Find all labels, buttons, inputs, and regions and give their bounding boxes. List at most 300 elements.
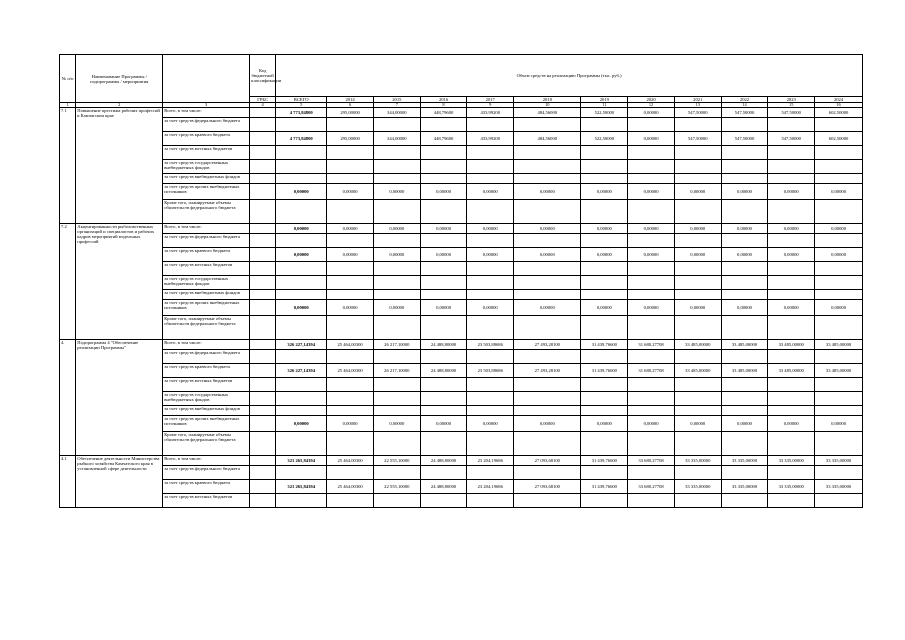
year-value-cell: 0,00000 <box>467 248 514 262</box>
table-row <box>60 146 863 160</box>
year-value-cell: 0,00000 <box>628 132 675 146</box>
year-value-cell <box>721 276 768 290</box>
funding-source: Всего, в том числе: <box>163 224 250 234</box>
grbs-cell <box>250 160 276 174</box>
funding-source: за счет средств краевого бюджета <box>163 132 250 146</box>
year-value-cell <box>768 234 815 248</box>
year-value-cell: 0,00000 <box>327 416 374 432</box>
year-value-cell <box>420 262 467 276</box>
year-value-cell: 0,00000 <box>420 184 467 200</box>
measure-name: Акцентированности рыболовственных организаций и специалистов и рабочих кадров мероприятий модельных профессий <box>76 224 163 340</box>
year-value-cell <box>768 406 815 416</box>
year-value-cell: 0,00000 <box>327 224 374 234</box>
year-value-cell: 33 680,27708 <box>628 456 675 466</box>
year-value-cell: 0,00000 <box>373 248 420 262</box>
grbs-cell <box>250 392 276 406</box>
year-value-cell <box>628 160 675 174</box>
year-value-cell <box>581 494 628 508</box>
year-value-cell: 25 464,00300 <box>327 456 374 466</box>
funding-source: за счет средств федерального бюджета <box>163 118 250 132</box>
funding-source: Кроме того, планируемые объемы обязательств федерального бюджета <box>163 316 250 340</box>
year-value-cell <box>815 406 863 416</box>
year-value-cell <box>467 406 514 416</box>
year-value-cell <box>721 262 768 276</box>
header-year: 2024 <box>815 97 863 103</box>
year-value-cell <box>327 160 374 174</box>
year-value-cell: 344,00000 <box>373 132 420 146</box>
year-value-cell: 547,50000 <box>674 108 721 118</box>
year-value-cell <box>768 118 815 132</box>
year-value-cell <box>467 290 514 300</box>
funding-source: за счет средств местных бюджетов <box>163 146 250 160</box>
year-value-cell <box>815 160 863 174</box>
header-number: № п/п <box>60 55 76 103</box>
year-value-cell <box>327 378 374 392</box>
column-number: 7 <box>373 103 420 108</box>
year-value-cell: 433,99200 <box>467 108 514 118</box>
year-value-cell <box>581 316 628 340</box>
year-value-cell <box>721 316 768 340</box>
year-value-cell <box>721 392 768 406</box>
year-value-cell <box>721 494 768 508</box>
year-value-cell <box>514 160 581 174</box>
table-row <box>60 300 863 316</box>
grbs-cell <box>250 290 276 300</box>
grbs-cell <box>250 494 276 508</box>
year-value-cell <box>581 234 628 248</box>
total-cell <box>276 316 327 340</box>
year-value-cell <box>815 146 863 160</box>
total-cell <box>276 290 327 300</box>
year-value-cell: 0,00000 <box>514 416 581 432</box>
total-cell: 326 227,14394 <box>276 364 327 378</box>
row-number: 4.1 <box>60 456 76 508</box>
year-value-cell: 33 335,00000 <box>674 480 721 494</box>
funding-source: Всего, в том числе: <box>163 456 250 466</box>
funding-source: за счет средств государственных внебюджетных фондов <box>163 392 250 406</box>
year-value-cell: 31 439,76600 <box>581 456 628 466</box>
table-row <box>60 392 863 406</box>
funding-source: за счет средств внебюджетных фондов <box>163 174 250 184</box>
grbs-cell <box>250 300 276 316</box>
grbs-cell <box>250 316 276 340</box>
year-value-cell <box>373 118 420 132</box>
year-value-cell <box>815 290 863 300</box>
header-year: 2020 <box>628 97 675 103</box>
funding-source: за счет средств местных бюджетов <box>163 494 250 508</box>
column-number: 12 <box>628 103 675 108</box>
year-value-cell <box>815 494 863 508</box>
year-value-cell <box>327 392 374 406</box>
budget-table <box>59 54 863 508</box>
year-value-cell <box>420 160 467 174</box>
column-number: 4 <box>250 103 276 108</box>
total-cell <box>276 160 327 174</box>
year-value-cell: 33 485,00000 <box>815 364 863 378</box>
year-value-cell <box>674 276 721 290</box>
year-value-cell <box>628 118 675 132</box>
year-value-cell <box>674 118 721 132</box>
total-cell <box>276 432 327 456</box>
year-value-cell: 0,00000 <box>815 300 863 316</box>
total-cell: 0,00000 <box>276 248 327 262</box>
table-row <box>60 276 863 290</box>
header-year: 2017 <box>467 97 514 103</box>
year-value-cell <box>327 466 374 480</box>
year-value-cell: 0,00000 <box>420 416 467 432</box>
header-source <box>163 55 250 103</box>
year-value-cell <box>815 378 863 392</box>
year-value-cell: 27 093,68100 <box>514 456 581 466</box>
grbs-cell <box>250 234 276 248</box>
year-value-cell <box>581 160 628 174</box>
funding-source: Всего, в том числе: <box>163 108 250 118</box>
grbs-cell <box>250 340 276 350</box>
total-cell <box>276 146 327 160</box>
total-cell <box>276 350 327 364</box>
year-value-cell: 27 493,28100 <box>514 364 581 378</box>
year-value-cell <box>581 262 628 276</box>
year-value-cell <box>467 466 514 480</box>
year-value-cell <box>815 316 863 340</box>
year-value-cell: 24 488,80000 <box>420 456 467 466</box>
year-value-cell <box>420 290 467 300</box>
funding-source: за счет средств прочих внебюджетных источников <box>163 300 250 316</box>
year-value-cell <box>327 200 374 224</box>
year-value-cell: 33 485,00000 <box>815 340 863 350</box>
table-row <box>60 480 863 494</box>
year-value-cell <box>514 276 581 290</box>
funding-source: за счет средств внебюджетных фондов <box>163 406 250 416</box>
table-row <box>60 174 863 184</box>
table-row <box>60 456 863 466</box>
total-cell: 0,00000 <box>276 416 327 432</box>
year-value-cell <box>674 378 721 392</box>
total-cell <box>276 118 327 132</box>
year-value-cell: 25 464,00300 <box>327 340 374 350</box>
year-value-cell: 0,00000 <box>628 300 675 316</box>
year-value-cell <box>514 118 581 132</box>
grbs-cell <box>250 174 276 184</box>
year-value-cell <box>327 262 374 276</box>
table-row <box>60 200 863 224</box>
funding-source: за счет средств краевого бюджета <box>163 364 250 378</box>
row-number: 7.2 <box>60 224 76 340</box>
total-cell <box>276 466 327 480</box>
year-value-cell: 0,00000 <box>514 248 581 262</box>
year-value-cell <box>420 174 467 184</box>
total-cell: 326 227,14394 <box>276 340 327 350</box>
year-value-cell <box>721 406 768 416</box>
table-row <box>60 234 863 248</box>
grbs-cell <box>250 378 276 392</box>
year-value-cell: 448,79600 <box>420 108 467 118</box>
table-row <box>60 350 863 364</box>
measure-name: Обеспечение деятельности Министерства рыбного хозяйства Камчатского края в установленной сфере деятельности <box>76 456 163 508</box>
year-value-cell: 23 204,19686 <box>467 480 514 494</box>
year-value-cell <box>674 316 721 340</box>
table-row <box>60 316 863 340</box>
year-value-cell: 33 485,00000 <box>674 364 721 378</box>
year-value-cell: 31 439,76600 <box>581 364 628 378</box>
year-value-cell: 602,50000 <box>815 132 863 146</box>
year-value-cell: 0,00000 <box>674 416 721 432</box>
year-value-cell <box>420 494 467 508</box>
funding-source: за счет средств государственных внебюджетных фондов <box>163 276 250 290</box>
grbs-cell <box>250 200 276 224</box>
header-year: 2019 <box>581 97 628 103</box>
year-value-cell <box>373 494 420 508</box>
year-value-cell <box>514 316 581 340</box>
year-value-cell <box>514 174 581 184</box>
year-value-cell: 24 488,80000 <box>420 364 467 378</box>
year-value-cell: 31 439,76600 <box>581 340 628 350</box>
year-value-cell <box>327 174 374 184</box>
total-cell <box>276 262 327 276</box>
year-value-cell: 0,00000 <box>768 224 815 234</box>
year-value-cell <box>467 234 514 248</box>
header-name: Наименование Программы / подпрограммы / мероприятия <box>76 55 163 103</box>
year-value-cell: 33 335,00000 <box>815 480 863 494</box>
grbs-cell <box>250 262 276 276</box>
total-cell <box>276 392 327 406</box>
year-value-cell <box>420 146 467 160</box>
year-value-cell <box>373 262 420 276</box>
total-cell: 0,00000 <box>276 224 327 234</box>
year-value-cell: 33 335,00000 <box>674 456 721 466</box>
year-value-cell: 26 217,10000 <box>373 364 420 378</box>
year-value-cell: 484,56000 <box>514 132 581 146</box>
year-value-cell: 0,00000 <box>327 300 374 316</box>
year-value-cell <box>768 146 815 160</box>
total-cell: 321 265,84394 <box>276 480 327 494</box>
year-value-cell <box>327 350 374 364</box>
year-value-cell: 547,50000 <box>768 108 815 118</box>
year-value-cell <box>581 406 628 416</box>
funding-source: за счет средств государственных внебюджетных фондов <box>163 160 250 174</box>
year-value-cell <box>581 392 628 406</box>
year-value-cell <box>674 262 721 276</box>
year-value-cell: 0,00000 <box>815 248 863 262</box>
year-value-cell <box>514 432 581 456</box>
year-value-cell <box>420 392 467 406</box>
table-row <box>60 108 863 118</box>
year-value-cell <box>467 276 514 290</box>
funding-source: за счет средств местных бюджетов <box>163 378 250 392</box>
year-value-cell: 0,00000 <box>721 184 768 200</box>
year-value-cell <box>815 350 863 364</box>
year-value-cell <box>581 276 628 290</box>
year-value-cell: 0,00000 <box>467 224 514 234</box>
column-number: 6 <box>327 103 374 108</box>
year-value-cell <box>674 200 721 224</box>
year-value-cell <box>420 234 467 248</box>
year-value-cell <box>768 276 815 290</box>
budget-table-body <box>60 55 863 508</box>
year-value-cell <box>628 200 675 224</box>
year-value-cell <box>467 316 514 340</box>
year-value-cell: 0,00000 <box>674 300 721 316</box>
year-value-cell <box>327 494 374 508</box>
column-number: 8 <box>420 103 467 108</box>
year-value-cell <box>327 432 374 456</box>
column-number: 10 <box>514 103 581 108</box>
year-value-cell <box>721 432 768 456</box>
year-value-cell <box>420 432 467 456</box>
year-value-cell <box>373 432 420 456</box>
year-value-cell <box>768 350 815 364</box>
year-value-cell <box>467 146 514 160</box>
total-cell <box>276 378 327 392</box>
year-value-cell: 31 680,27708 <box>628 340 675 350</box>
year-value-cell: 33 680,27708 <box>628 480 675 494</box>
year-value-cell <box>420 200 467 224</box>
total-cell <box>276 406 327 416</box>
year-value-cell: 602,50000 <box>815 108 863 118</box>
year-value-cell: 0,00000 <box>373 184 420 200</box>
year-value-cell: 0,00000 <box>420 224 467 234</box>
year-value-cell <box>674 146 721 160</box>
year-value-cell <box>768 160 815 174</box>
year-value-cell: 522,50000 <box>581 132 628 146</box>
year-value-cell: 33 485,00000 <box>768 340 815 350</box>
year-value-cell: 0,00000 <box>721 224 768 234</box>
year-value-cell <box>581 118 628 132</box>
total-cell <box>276 200 327 224</box>
year-value-cell: 24 488,80000 <box>420 340 467 350</box>
year-value-cell <box>514 392 581 406</box>
year-value-cell: 23 503,88686 <box>467 340 514 350</box>
year-value-cell <box>373 174 420 184</box>
year-value-cell: 0,00000 <box>581 184 628 200</box>
year-value-cell: 0,00000 <box>581 416 628 432</box>
year-value-cell <box>581 350 628 364</box>
year-value-cell <box>815 432 863 456</box>
year-value-cell: 295,00000 <box>327 108 374 118</box>
year-value-cell <box>373 290 420 300</box>
header-volume: Объем средств на реализацию Программы (тыс. руб.) <box>276 55 863 97</box>
year-value-cell <box>768 262 815 276</box>
year-value-cell <box>514 200 581 224</box>
year-value-cell: 433,99200 <box>467 132 514 146</box>
year-value-cell: 484,56000 <box>514 108 581 118</box>
year-value-cell: 0,00000 <box>467 300 514 316</box>
grbs-cell <box>250 184 276 200</box>
header-year: 2018 <box>514 97 581 103</box>
header-year: 2014 <box>327 97 374 103</box>
year-value-cell: 0,00000 <box>581 248 628 262</box>
year-value-cell: 0,00000 <box>674 224 721 234</box>
year-value-cell <box>420 350 467 364</box>
year-value-cell <box>628 276 675 290</box>
year-value-cell: 27 093,68100 <box>514 480 581 494</box>
table-row <box>60 340 863 350</box>
year-value-cell <box>628 432 675 456</box>
year-value-cell <box>467 174 514 184</box>
column-number: 13 <box>674 103 721 108</box>
grbs-cell <box>250 406 276 416</box>
year-value-cell <box>628 174 675 184</box>
year-value-cell <box>628 234 675 248</box>
table-row <box>60 406 863 416</box>
year-value-cell: 33 335,00000 <box>768 480 815 494</box>
year-value-cell <box>373 392 420 406</box>
year-value-cell <box>467 432 514 456</box>
year-value-cell <box>581 378 628 392</box>
year-value-cell <box>327 234 374 248</box>
year-value-cell: 547,50000 <box>721 108 768 118</box>
column-number: 14 <box>721 103 768 108</box>
column-number: 5 <box>276 103 327 108</box>
year-value-cell <box>467 160 514 174</box>
year-value-cell <box>467 200 514 224</box>
table-row <box>60 364 863 378</box>
year-value-cell <box>467 392 514 406</box>
grbs-cell <box>250 146 276 160</box>
year-value-cell <box>373 316 420 340</box>
year-value-cell: 33 485,00000 <box>674 340 721 350</box>
table-row <box>60 248 863 262</box>
grbs-cell <box>250 118 276 132</box>
year-value-cell <box>721 118 768 132</box>
year-value-cell: 24 488,80000 <box>420 480 467 494</box>
year-value-cell <box>815 466 863 480</box>
year-value-cell <box>514 466 581 480</box>
year-value-cell <box>420 276 467 290</box>
year-value-cell <box>721 378 768 392</box>
year-value-cell <box>327 290 374 300</box>
year-value-cell: 0,00000 <box>674 184 721 200</box>
year-value-cell <box>514 406 581 416</box>
year-value-cell <box>581 466 628 480</box>
year-value-cell <box>467 118 514 132</box>
column-number: 11 <box>581 103 628 108</box>
funding-source: за счет средств прочих внебюджетных источников <box>163 416 250 432</box>
column-number: 3 <box>163 103 250 108</box>
year-value-cell: 0,00000 <box>467 184 514 200</box>
year-value-cell: 33 485,00000 <box>768 364 815 378</box>
column-number: 1 <box>60 103 76 108</box>
table-row <box>60 416 863 432</box>
year-value-cell <box>721 290 768 300</box>
header-total: ВСЕГО <box>276 97 327 103</box>
year-value-cell <box>674 466 721 480</box>
year-value-cell: 0,00000 <box>768 184 815 200</box>
year-value-cell <box>327 406 374 416</box>
year-value-cell <box>420 406 467 416</box>
year-value-cell <box>768 392 815 406</box>
year-value-cell <box>467 494 514 508</box>
year-value-cell: 0,00000 <box>327 248 374 262</box>
year-value-cell: 0,00000 <box>815 184 863 200</box>
year-value-cell <box>768 174 815 184</box>
table-row <box>60 290 863 300</box>
total-cell: 4 773,84800 <box>276 132 327 146</box>
funding-source: Всего, в том числе: <box>163 340 250 350</box>
year-value-cell: 0,00000 <box>815 224 863 234</box>
grbs-cell <box>250 276 276 290</box>
year-value-cell <box>581 146 628 160</box>
year-value-cell <box>815 276 863 290</box>
table-row <box>60 466 863 480</box>
year-value-cell: 31 439,76600 <box>581 480 628 494</box>
funding-source: за счет средств местных бюджетов <box>163 262 250 276</box>
year-value-cell <box>721 466 768 480</box>
year-value-cell <box>420 466 467 480</box>
year-value-cell: 0,00000 <box>420 248 467 262</box>
year-value-cell <box>373 200 420 224</box>
year-value-cell: 0,00000 <box>514 184 581 200</box>
